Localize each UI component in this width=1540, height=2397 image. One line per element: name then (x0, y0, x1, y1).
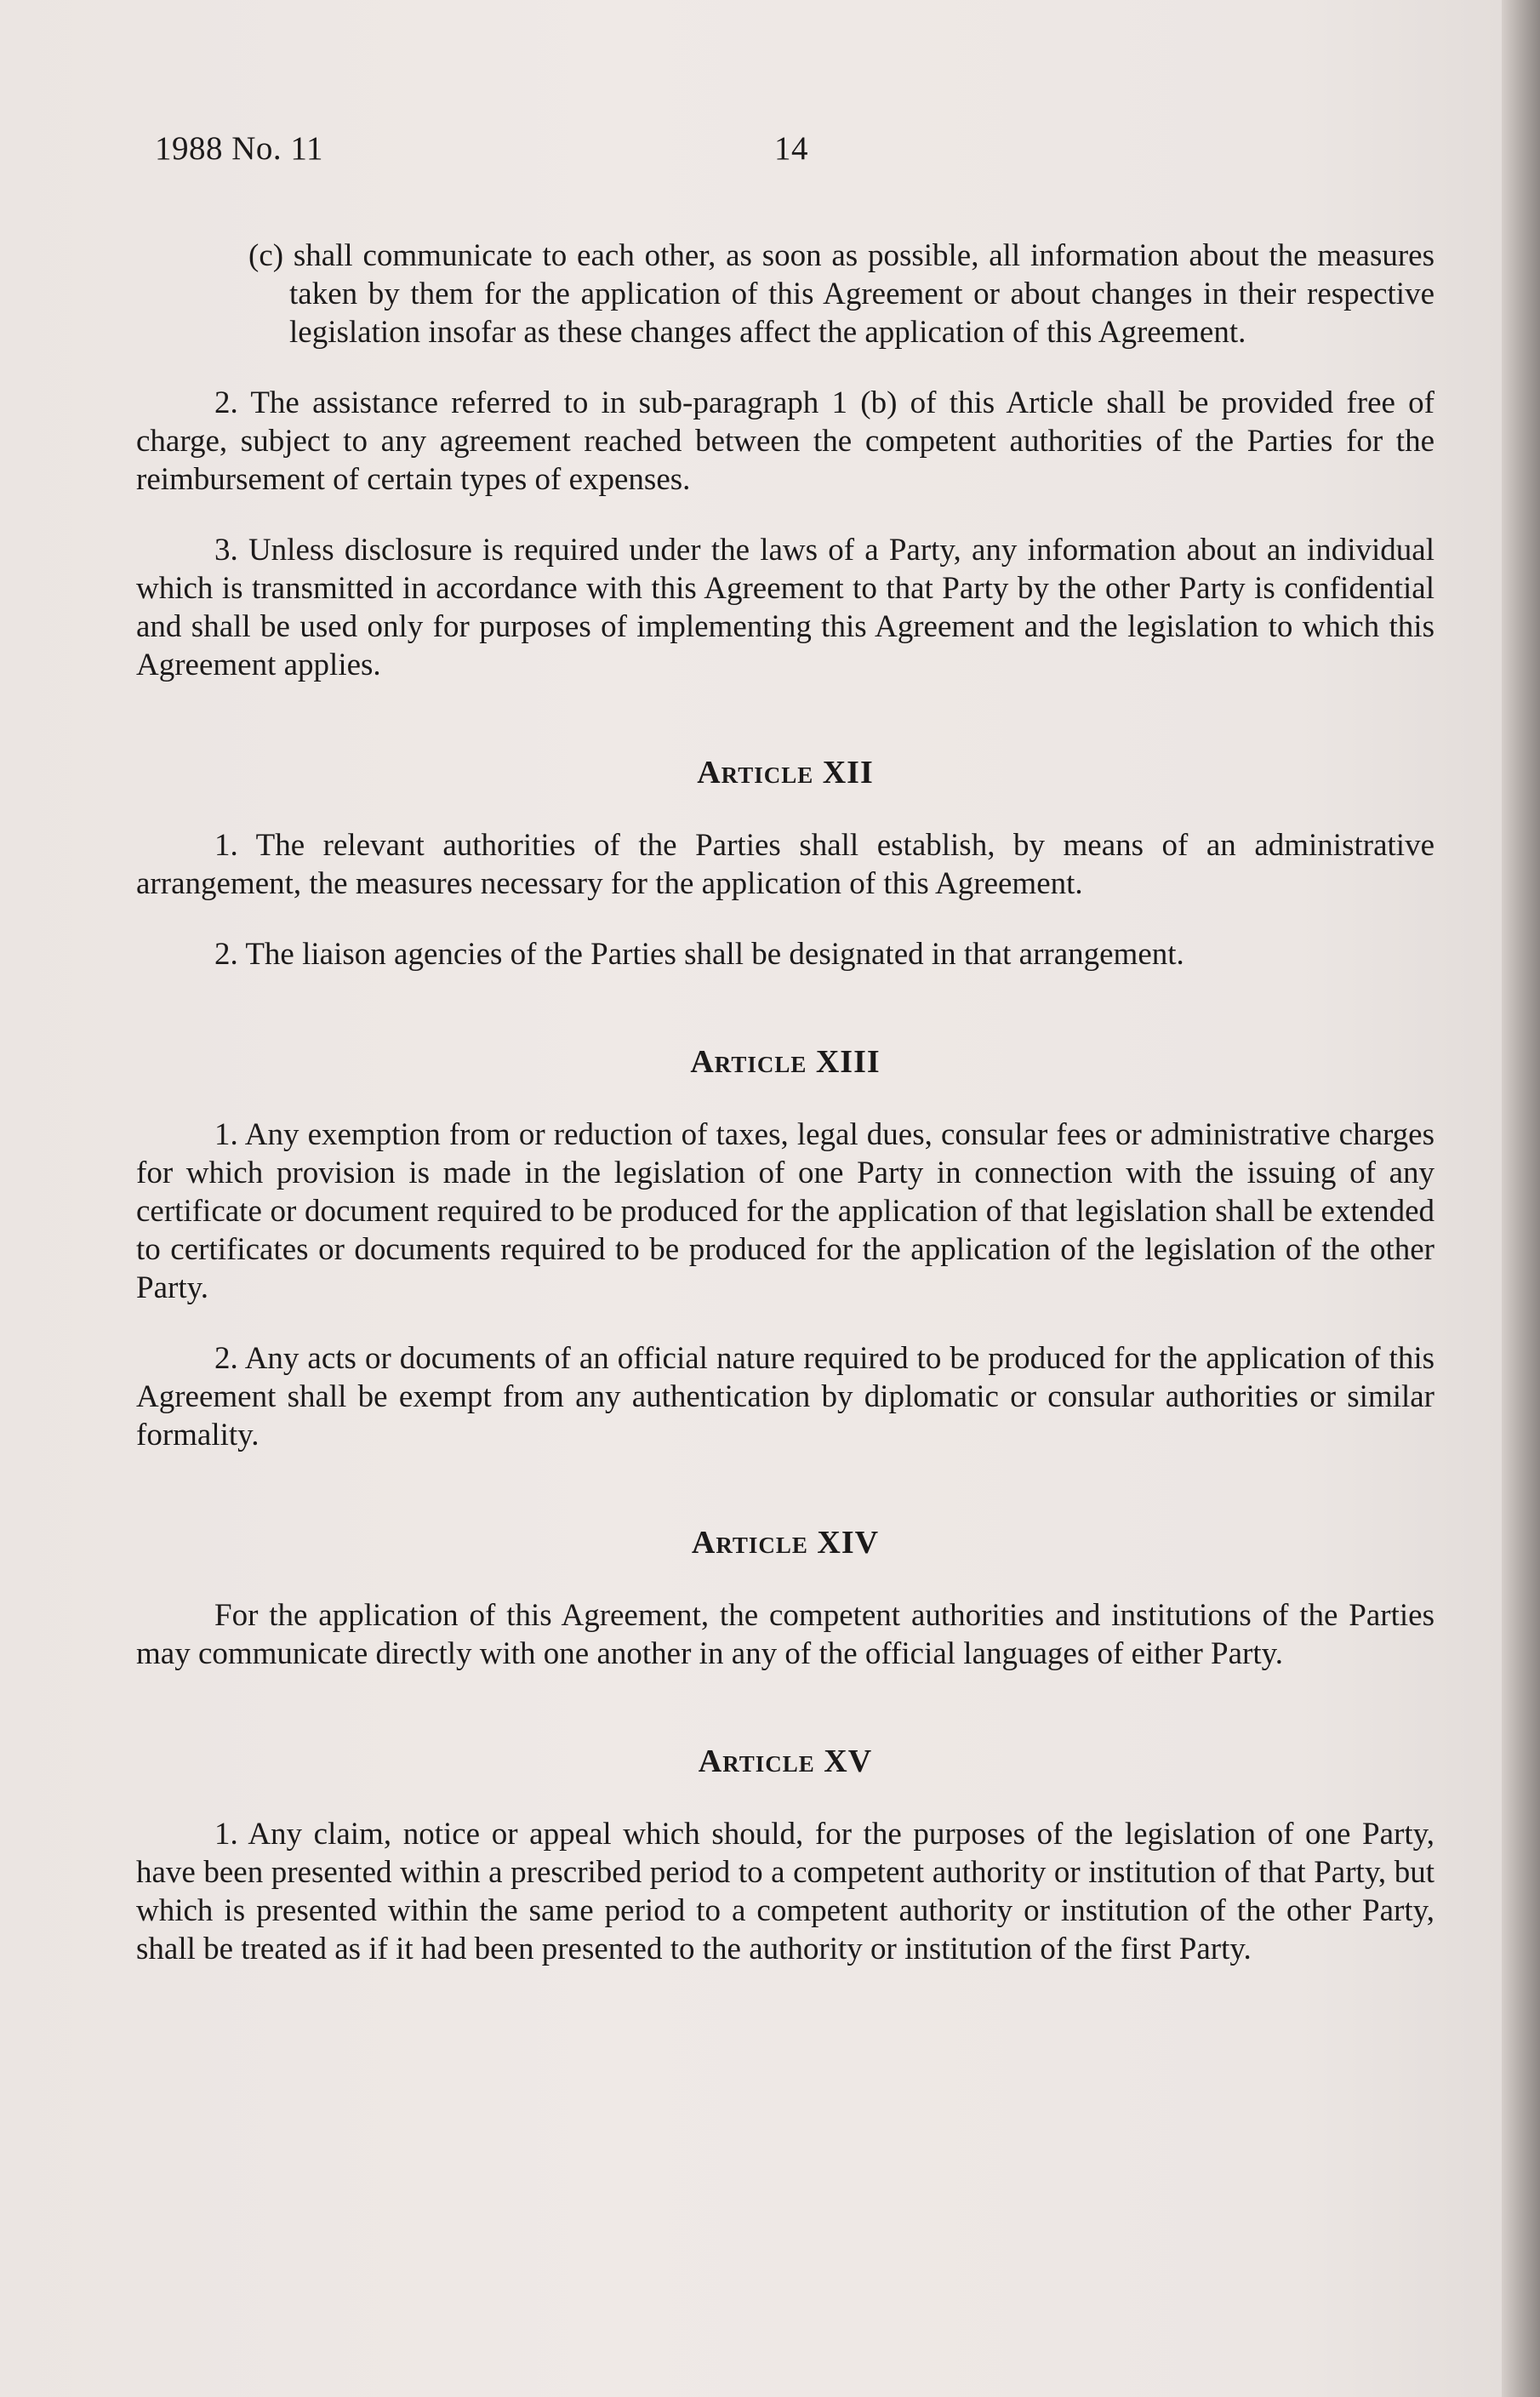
page-number: 14 (774, 130, 808, 167)
article-15-paragraph-1: 1. Any claim, notice or appeal which should, for the purposes of the legislation of one Party, have been presented within a prescribed period to a competent authority or institution of that Party, but which is presented within the same period to a competent authority or institution of the other Party, shall be treated as if it had been presented to the authority or institution of the first Party. (136, 1817, 1434, 1966)
article-11-paragraph-3: 3. Unless disclosure is required under the laws of a Party, any information about an individual which is transmitted in accordance with this Agreement to that Party by the other Party is confidential and shall be used only for purposes of implementing this Agreement and the legislation to which this Agreement applies. (136, 533, 1434, 682)
article-14-heading: Article XIV (691, 1525, 880, 1561)
article-13-paragraph-2: 2. Any acts or documents of an official nature required to be produced for the application of this Agreement shall be exempt from any authentication by diplomatic or consular authorities or similar formality. (136, 1341, 1434, 1452)
article-12-paragraph-2: 2. The liaison agencies of the Parties shall be designated in that arrangement. (214, 937, 1184, 972)
article-11-paragraph-2: 2. The assistance referred to in sub-paragraph 1 (b) of this Article shall be provided free of charge, subject to any agreement reached between the competent authorities of the Parties for the reimbursement of certain types of expenses. (136, 385, 1434, 497)
article-12-heading: Article XII (697, 755, 874, 790)
article-12-paragraph-1: 1. The relevant authorities of the Parties shall establish, by means of an administrative arrangement, the measures necessary for the application of this Agreement. (136, 828, 1434, 901)
article-13-heading: Article XIII (690, 1044, 881, 1080)
article-13-paragraph-1: 1. Any exemption from or reduction of taxes, legal dues, consular fees or administrative charges for which provision is made in the legislation of one Party in connection with the issuing of any certificate or document required to be produced for the application of that legislation shall be extended to certificates or documents required to be produced for the application of the legislation of the other Party. (136, 1117, 1434, 1305)
book-spine-edge (1502, 0, 1540, 2397)
subparagraph-c: (c) shall communicate to each other, as soon as possible, all information about the measures taken by them for the application of this Agreement or about changes in their respective legislation insofar as these changes affect the application of this Agreement. (248, 238, 1434, 350)
document-reference: 1988 No. 11 (155, 130, 323, 167)
article-15-heading: Article XV (698, 1744, 873, 1779)
document-body (136, 237, 1434, 2000)
article-14-paragraph: For the application of this Agreement, the competent authorities and institutions of the Parties may communicate directly with one another in any of the official languages of either Party. (136, 1598, 1434, 1671)
